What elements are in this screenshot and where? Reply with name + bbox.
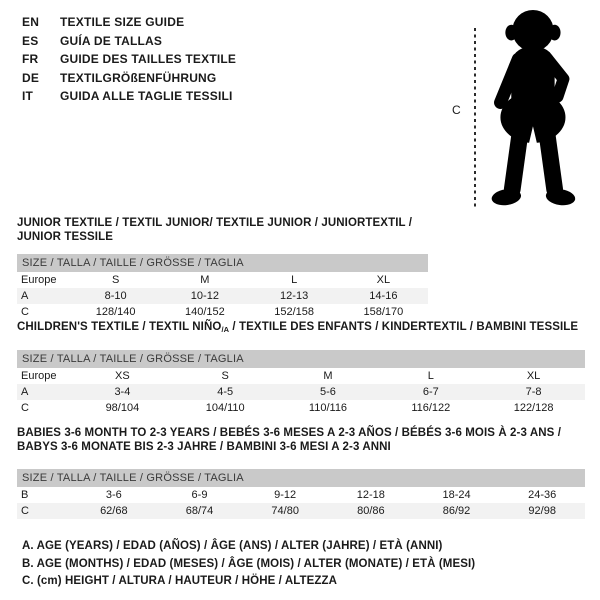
cell: 4-5 (217, 386, 234, 398)
cell: 98/104 (105, 402, 140, 414)
column-header: Europe (21, 370, 57, 382)
language-row-it (22, 87, 236, 106)
cell: 5-6 (320, 386, 336, 398)
title-part: / TEXTILE DES ENFANTS / KINDERTEXTIL / BAMBINI TESSILE (229, 321, 579, 333)
table-title (17, 426, 585, 454)
cell: 3-6 (105, 489, 122, 501)
toddler-silhouette-image (480, 6, 580, 208)
language-header (22, 13, 236, 106)
cell: 80/86 (357, 505, 385, 517)
cell: 18-24 (442, 489, 471, 501)
cell: 9-12 (274, 489, 297, 501)
cell: 104/110 (205, 402, 245, 414)
language-row-de (22, 69, 236, 88)
cell: 86/92 (442, 505, 471, 517)
cell: 7-8 (525, 386, 542, 398)
language-code: FR (22, 52, 39, 67)
cell: 12-13 (280, 290, 309, 302)
cell: 68/74 (185, 505, 214, 517)
column-header: L (291, 274, 298, 286)
note-b: B. AGE (MONTHS) / EDAD (MESES) / ÂGE (MOIS) / ALTER (MONATE) / ETÀ (MESI) (22, 557, 476, 570)
cell: 6-7 (422, 386, 439, 398)
row-label: A (21, 290, 29, 302)
childrens-textile-table (17, 320, 585, 416)
table-row-age (17, 288, 428, 304)
table-row-age (17, 384, 585, 400)
column-header: M (200, 274, 210, 286)
cell: 12-18 (356, 489, 385, 501)
size-header-bar: SIZE / TALLA / TAILLE / GRÖSSE / TAGLIA (17, 350, 585, 368)
note-c: C. (cm) HEIGHT / ALTURA / HAUTEUR / HÖHE / ALTEZZA (22, 575, 338, 587)
language-code: DE (22, 70, 40, 85)
figure-height-label: C (452, 103, 461, 117)
note-a: A. AGE (YEARS) / EDAD (AÑOS) / ÂGE (ANS) / ALTER (JAHRE) / ETÀ (ANNI) (22, 540, 443, 552)
cell: 10-12 (190, 290, 219, 302)
language-code: ES (22, 33, 39, 48)
row-label: C (21, 402, 29, 414)
language-row-fr (22, 50, 236, 69)
table-row-height (17, 304, 428, 320)
guide-title-it: GUIDA ALLE TAGLIE TESSILI (60, 89, 233, 104)
cell: 122/128 (513, 402, 554, 414)
column-header: S (111, 274, 120, 286)
language-code: EN (22, 15, 40, 30)
cell: 152/158 (274, 306, 314, 318)
cell: 8-10 (104, 290, 127, 302)
guide-title-es: GUÍA DE TALLAS (60, 33, 163, 48)
language-code: IT (22, 89, 34, 104)
cell: 3-4 (114, 386, 131, 398)
table-row-age-months (17, 487, 585, 503)
table-columns-row (17, 368, 585, 384)
guide-title-en: TEXTILE SIZE GUIDE (60, 15, 185, 30)
row-label: A (21, 386, 29, 398)
cell: 158/170 (363, 306, 404, 318)
language-row-es (22, 32, 236, 51)
column-header: M (323, 370, 333, 382)
junior-textile-table (17, 216, 428, 320)
table-columns-row (17, 272, 428, 288)
cell: 140/152 (184, 306, 225, 318)
column-header: Europe (21, 274, 57, 286)
guide-title-de: TEXTILGRÖßENFÜHRUNG (60, 70, 217, 85)
cell: 14-16 (369, 290, 398, 302)
row-label: B (21, 489, 29, 501)
table-title (17, 320, 585, 337)
table-row-height (17, 400, 585, 416)
guide-title-fr: GUIDE DES TAILLES TEXTILE (60, 52, 237, 67)
column-header: XS (115, 370, 130, 382)
size-header-bar: SIZE / TALLA / TAILLE / GRÖSSE / TAGLIA (17, 254, 428, 272)
cell: 6-9 (191, 489, 208, 501)
size-header-bar: SIZE / TALLA / TAILLE / GRÖSSE / TAGLIA (17, 469, 585, 487)
column-header: S (221, 370, 229, 382)
height-measure-dashed-line (474, 28, 476, 210)
language-row-en (22, 13, 236, 32)
column-header: XL (526, 370, 541, 382)
column-header: L (427, 370, 434, 382)
table-row-height (17, 503, 585, 519)
row-label: C (21, 306, 29, 318)
title-subscript: /A (221, 325, 230, 334)
title-part: CHILDREN'S TEXTILE / TEXTIL NIÑO (17, 321, 222, 333)
cell: 110/116 (308, 402, 348, 414)
legend-notes (22, 538, 475, 591)
column-header: XL (376, 274, 391, 286)
row-label: C (21, 505, 29, 517)
title-line-2: BABYS 3-6 MONATE BIS 2-3 JAHRE / BAMBINI 3-6 MESI A 2-3 ANNI (17, 441, 391, 453)
cell: 62/68 (100, 505, 128, 517)
cell: 92/98 (528, 505, 556, 517)
cell: 128/140 (95, 306, 136, 318)
cell: 116/122 (411, 402, 451, 414)
title-line-1: BABIES 3-6 MONTH TO 2-3 YEARS / BEBÉS 3-6 MESES A 2-3 AÑOS / BÉBÉS 3-6 MOIS À 2-3 ANS / (17, 427, 561, 439)
table-title: JUNIOR TEXTILE / TEXTIL JUNIOR/ TEXTILE JUNIOR / JUNIORTEXTIL / JUNIOR TESSILE (17, 217, 413, 243)
cell: 24-36 (528, 489, 557, 501)
babies-textile-table (17, 426, 585, 519)
cell: 74/80 (271, 505, 299, 517)
